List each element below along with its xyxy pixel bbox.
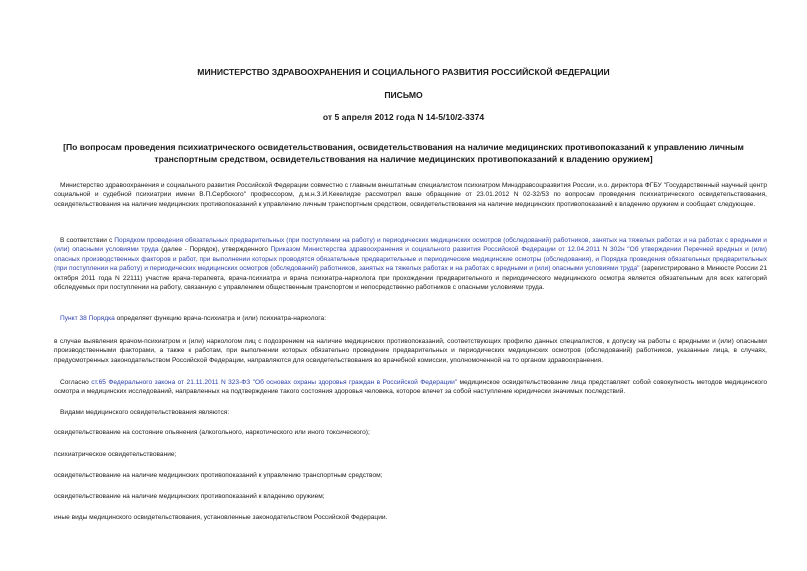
link-federal-law-323[interactable]: ст.65 Федерального закона от 21.11.2011 N 323-ФЗ "Об основах охраны здоровья граждан в Российской Федерации" bbox=[91, 379, 458, 386]
list-item: освидетельствование на состояние опьянения (алкогольного, наркотического или иного токсического); bbox=[54, 429, 370, 436]
link-order-302n[interactable]: Приказом Министерства здравоохранения и социального развития Российской Федерации от 12.04.2011 N 302н "Об утверждении Перечней вредных и (или) опасных производственных факторов и работ, при выполнении которых проводятся обязательные предварительные и периодические медицинские осмотры (обследования), и Порядка проведения обязательных предварительных (при поступлении на работу) и периодических медицинских осмотров (обследований) работников, занятых на тяжелых работах и на работах с вредными и (или) опасными условиями труда" bbox=[54, 246, 767, 273]
paragraph-point-38 bbox=[54, 314, 767, 323]
paragraph-intro: Министерство здравоохранения и социального развития Российской Федерации совместно с главным внештатным специалистом психиатром Минздравсоцразвития России, и.о. директора ФГБУ "Государственный научный центр социальной и судебной психиатрии имени В.П.Сербского" профессором, д.м.н.З.И.Кекелидзе рассмотрел ваше обращение от 23.01.2012 N 02-32/53 по вопросам проведения психиатрического освидетельствования, освидетельствования на наличие медицинских противопоказаний к управлению личным транспортным средством, освидетельствования на наличие медицинских противопоказаний к владению оружием и сообщает следующее. bbox=[54, 182, 767, 208]
paragraph-text: (зарегистрировано в Минюсте России 21 октября 2011 года N 22111) участие врача-терапевта, врача-психиатра и врача психиатра-нарколога при прохождении предварительного и периодического медицинского осмотра является обязательным для всех категорий обследуемых при поступлении на работу, связанную с управлением общественным транспортом и непосредственно работников с опасными условиями труда. bbox=[54, 265, 767, 292]
list-item: освидетельствование на наличие медицинских противопоказаний к владению оружием; bbox=[54, 493, 325, 500]
link-point-38[interactable]: Пункт 38 Порядка bbox=[60, 315, 115, 322]
paragraph-types-heading: Видами медицинского освидетельствования являются: bbox=[60, 409, 230, 416]
paragraph-procedure bbox=[54, 236, 767, 292]
link-procedure[interactable]: Порядком проведения обязательных предварительных (при поступлении на работу) и периодических медицинских осмотров (обследований) работников, занятых на тяжелых работах и на работах с вредными и (или) опасными условиями труда bbox=[54, 237, 767, 254]
list-item: психиатрическое освидетельствование; bbox=[54, 451, 177, 458]
paragraph-text: медицинское освидетельствование лица представляет собой совокупность методов медицинского осмотра и медицинских исследований, направленных на подтверждение такого состояния здоровья человека, которое влечет за собой наступление юридически значимых последствий. bbox=[54, 379, 767, 396]
document-type: ПИСЬМО bbox=[384, 90, 423, 100]
list-item: освидетельствование на наличие медицинских противопоказаний к управлению транспортным средством; bbox=[54, 472, 383, 479]
date-number: от 5 апреля 2012 года N 14-5/10/2-3374 bbox=[322, 112, 485, 122]
paragraph-text: Согласно bbox=[60, 379, 92, 386]
paragraph-psychiatrist-role: в случае выявления врачом-психиатром и (или) наркологом лиц с подозрением на наличие медицинских противопоказаний, соответствующих профилю данных специалистов, к допуску на работы с вредными и (или) опасными производственными факторами, а также к работам, при выполнении которых обязательно проведение предварительных и периодических медицинских осмотров (обследований) работников, указанные лица, в случаях, предусмотренных законодательством Российской Федерации, направляются для освидетельствования во врачебной комиссии, уполномоченной на то органом здравоохранения. bbox=[54, 338, 767, 364]
document-subject: [По вопросам проведения психиатрического освидетельствования, освидетельствования на наличие медицинских противопоказаний к управлению личным транспортным средством, освидетельствования на наличие медицинских противопоказаний к владению оружием] bbox=[63, 142, 744, 164]
paragraph-article-65 bbox=[54, 378, 767, 397]
paragraph-text: (далее - Порядок), утвержденного bbox=[158, 246, 271, 254]
paragraph-text: определяет функцию врача-психиатра и (или) психиатра-нарколога: bbox=[114, 315, 327, 322]
paragraph-text: В соответствии с bbox=[60, 237, 115, 244]
list-item: иные виды медицинского освидетельствования, установленные законодательством Российской Федерации. bbox=[54, 514, 388, 521]
ministry-heading: МИНИСТЕРСТВО ЗДРАВООХРАНЕНИЯ И СОЦИАЛЬНОГО РАЗВИТИЯ РОССИЙСКОЙ ФЕДЕРАЦИИ bbox=[197, 67, 610, 77]
